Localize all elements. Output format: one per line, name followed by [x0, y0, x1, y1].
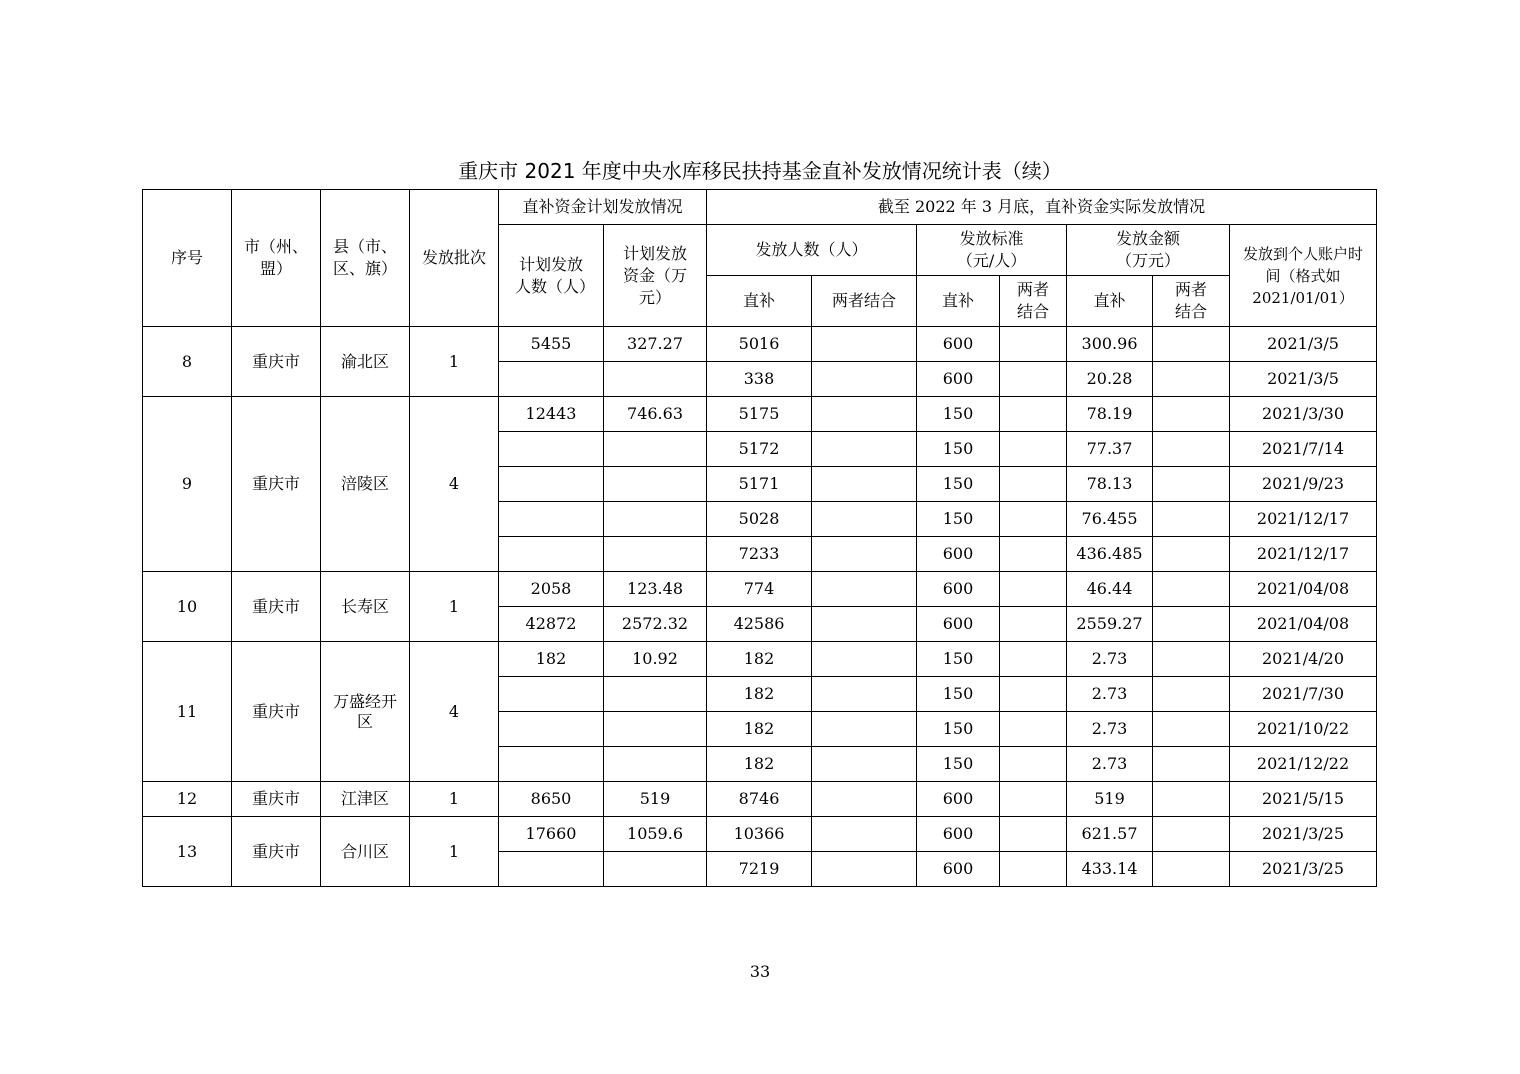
- cell-combined-people: [812, 502, 917, 537]
- cell-time: 2021/3/5: [1230, 327, 1377, 362]
- cell-standard-combined: [1000, 397, 1067, 432]
- cell-standard-combined: [1000, 782, 1067, 817]
- cell-plan-people: 17660: [499, 817, 604, 852]
- cell-direct-people: 5016: [707, 327, 812, 362]
- cell-plan-funds: [604, 852, 707, 887]
- cell-time: 2021/4/20: [1230, 642, 1377, 677]
- cell-combined-people: [812, 607, 917, 642]
- cell-batch: 1: [410, 327, 499, 397]
- cell-amount-combined: [1153, 747, 1230, 782]
- header-plan-funds: 计划发放资金（万元）: [604, 225, 707, 327]
- cell-amount-direct: 2.73: [1067, 677, 1153, 712]
- cell-standard-direct: 150: [917, 712, 1000, 747]
- header-amount-group: 发放金额（万元）: [1067, 225, 1230, 276]
- cell-city: 重庆市: [232, 397, 321, 572]
- header-people-direct: 直补: [707, 276, 812, 327]
- cell-standard-direct: 600: [917, 852, 1000, 887]
- cell-time: 2021/12/17: [1230, 537, 1377, 572]
- cell-standard-direct: 600: [917, 817, 1000, 852]
- cell-seq: 10: [143, 572, 232, 642]
- cell-direct-people: 338: [707, 362, 812, 397]
- cell-combined-people: [812, 677, 917, 712]
- cell-county: 万盛经开区: [321, 642, 410, 782]
- cell-standard-combined: [1000, 327, 1067, 362]
- table-row: [143, 572, 1377, 607]
- header-standard-combined: 两者结合: [1000, 276, 1067, 327]
- cell-plan-funds: [604, 502, 707, 537]
- cell-time: 2021/5/15: [1230, 782, 1377, 817]
- header-people-group: 发放人数（人）: [707, 225, 917, 276]
- cell-amount-direct: 20.28: [1067, 362, 1153, 397]
- cell-combined-people: [812, 817, 917, 852]
- cell-direct-people: 182: [707, 642, 812, 677]
- page-number: 33: [749, 962, 771, 981]
- cell-combined-people: [812, 467, 917, 502]
- cell-amount-combined: [1153, 432, 1230, 467]
- cell-plan-funds: [604, 712, 707, 747]
- cell-plan-funds: [604, 432, 707, 467]
- cell-time: 2021/3/25: [1230, 817, 1377, 852]
- cell-county: 渝北区: [321, 327, 410, 397]
- cell-batch: 1: [410, 817, 499, 887]
- cell-city: 重庆市: [232, 817, 321, 887]
- header-city: 市（州、盟）: [232, 190, 321, 327]
- cell-amount-combined: [1153, 572, 1230, 607]
- cell-plan-funds: 10.92: [604, 642, 707, 677]
- cell-amount-direct: 78.13: [1067, 467, 1153, 502]
- cell-time: 2021/3/25: [1230, 852, 1377, 887]
- cell-standard-direct: 600: [917, 327, 1000, 362]
- cell-direct-people: 8746: [707, 782, 812, 817]
- header-actual-group: 截至 2022 年 3 月底，直补资金实际发放情况: [707, 190, 1377, 225]
- cell-combined-people: [812, 537, 917, 572]
- cell-standard-combined: [1000, 537, 1067, 572]
- cell-time: 2021/12/17: [1230, 502, 1377, 537]
- cell-standard-combined: [1000, 572, 1067, 607]
- cell-time: 2021/9/23: [1230, 467, 1377, 502]
- cell-amount-combined: [1153, 852, 1230, 887]
- cell-combined-people: [812, 432, 917, 467]
- cell-amount-combined: [1153, 712, 1230, 747]
- cell-city: 重庆市: [232, 327, 321, 397]
- cell-plan-funds: [604, 362, 707, 397]
- cell-standard-direct: 600: [917, 362, 1000, 397]
- cell-combined-people: [812, 572, 917, 607]
- cell-standard-direct: 600: [917, 607, 1000, 642]
- cell-seq: 11: [143, 642, 232, 782]
- cell-combined-people: [812, 397, 917, 432]
- header-plan-people: 计划发放人数（人）: [499, 225, 604, 327]
- cell-combined-people: [812, 852, 917, 887]
- cell-seq: 9: [143, 397, 232, 572]
- cell-standard-direct: 600: [917, 537, 1000, 572]
- cell-amount-combined: [1153, 397, 1230, 432]
- table-row: [143, 327, 1377, 362]
- cell-plan-funds: 1059.6: [604, 817, 707, 852]
- table-title: 重庆市 2021 年度中央水库移民扶持基金直补发放情况统计表（续）: [458, 159, 1062, 183]
- cell-plan-funds: [604, 677, 707, 712]
- table-row: [143, 642, 1377, 677]
- cell-combined-people: [812, 712, 917, 747]
- cell-plan-people: [499, 432, 604, 467]
- cell-plan-funds: [604, 467, 707, 502]
- header-plan-group: 直补资金计划发放情况: [499, 190, 707, 225]
- header-seq: 序号: [143, 190, 232, 327]
- cell-direct-people: 774: [707, 572, 812, 607]
- cell-direct-people: 7233: [707, 537, 812, 572]
- cell-plan-funds: 327.27: [604, 327, 707, 362]
- cell-plan-funds: [604, 747, 707, 782]
- cell-plan-funds: 123.48: [604, 572, 707, 607]
- cell-amount-direct: 300.96: [1067, 327, 1153, 362]
- cell-direct-people: 182: [707, 712, 812, 747]
- header-time: 发放到个人账户时间（格式如 2021/01/01）: [1230, 225, 1377, 327]
- cell-standard-direct: 150: [917, 747, 1000, 782]
- cell-direct-people: 5028: [707, 502, 812, 537]
- cell-time: 2021/04/08: [1230, 607, 1377, 642]
- cell-standard-combined: [1000, 467, 1067, 502]
- cell-time: 2021/04/08: [1230, 572, 1377, 607]
- cell-standard-direct: 150: [917, 432, 1000, 467]
- header-people-combined: 两者结合: [812, 276, 917, 327]
- cell-standard-combined: [1000, 747, 1067, 782]
- header-standard-direct: 直补: [917, 276, 1000, 327]
- header-batch: 发放批次: [410, 190, 499, 327]
- cell-time: 2021/7/30: [1230, 677, 1377, 712]
- cell-plan-people: 12443: [499, 397, 604, 432]
- cell-amount-direct: 621.57: [1067, 817, 1153, 852]
- cell-standard-combined: [1000, 642, 1067, 677]
- cell-combined-people: [812, 747, 917, 782]
- cell-city: 重庆市: [232, 642, 321, 782]
- cell-plan-people: [499, 677, 604, 712]
- cell-combined-people: [812, 327, 917, 362]
- cell-county: 长寿区: [321, 572, 410, 642]
- cell-direct-people: 7219: [707, 852, 812, 887]
- cell-direct-people: 5171: [707, 467, 812, 502]
- cell-plan-people: 8650: [499, 782, 604, 817]
- cell-plan-people: [499, 852, 604, 887]
- cell-plan-funds: 2572.32: [604, 607, 707, 642]
- cell-direct-people: 182: [707, 677, 812, 712]
- cell-plan-people: [499, 747, 604, 782]
- cell-time: 2021/12/22: [1230, 747, 1377, 782]
- cell-amount-combined: [1153, 467, 1230, 502]
- cell-direct-people: 5172: [707, 432, 812, 467]
- cell-amount-combined: [1153, 327, 1230, 362]
- cell-amount-direct: 2559.27: [1067, 607, 1153, 642]
- cell-plan-people: 2058: [499, 572, 604, 607]
- cell-standard-combined: [1000, 502, 1067, 537]
- table-row: [143, 782, 1377, 817]
- cell-amount-direct: 78.19: [1067, 397, 1153, 432]
- cell-plan-people: [499, 502, 604, 537]
- cell-amount-direct: 46.44: [1067, 572, 1153, 607]
- cell-time: 2021/3/30: [1230, 397, 1377, 432]
- cell-amount-direct: 519: [1067, 782, 1153, 817]
- cell-combined-people: [812, 782, 917, 817]
- cell-amount-combined: [1153, 502, 1230, 537]
- cell-amount-combined: [1153, 362, 1230, 397]
- cell-plan-people: [499, 712, 604, 747]
- cell-combined-people: [812, 642, 917, 677]
- cell-plan-people: 42872: [499, 607, 604, 642]
- cell-city: 重庆市: [232, 782, 321, 817]
- cell-batch: 4: [410, 642, 499, 782]
- header-amount-combined: 两者结合: [1153, 276, 1230, 327]
- cell-amount-combined: [1153, 677, 1230, 712]
- cell-time: 2021/10/22: [1230, 712, 1377, 747]
- statistics-table: [142, 189, 1377, 887]
- cell-seq: 13: [143, 817, 232, 887]
- cell-county: 合川区: [321, 817, 410, 887]
- cell-plan-people: 5455: [499, 327, 604, 362]
- cell-county: 江津区: [321, 782, 410, 817]
- cell-plan-people: 182: [499, 642, 604, 677]
- cell-direct-people: 10366: [707, 817, 812, 852]
- cell-standard-combined: [1000, 432, 1067, 467]
- cell-plan-funds: 519: [604, 782, 707, 817]
- cell-plan-funds: [604, 537, 707, 572]
- header-standard-group: 发放标准（元/人）: [917, 225, 1067, 276]
- cell-standard-combined: [1000, 607, 1067, 642]
- cell-seq: 12: [143, 782, 232, 817]
- cell-direct-people: 182: [707, 747, 812, 782]
- cell-city: 重庆市: [232, 572, 321, 642]
- cell-standard-direct: 600: [917, 572, 1000, 607]
- cell-plan-people: [499, 537, 604, 572]
- cell-amount-combined: [1153, 817, 1230, 852]
- cell-standard-combined: [1000, 362, 1067, 397]
- cell-amount-direct: 76.455: [1067, 502, 1153, 537]
- cell-batch: 1: [410, 572, 499, 642]
- cell-standard-direct: 150: [917, 502, 1000, 537]
- cell-combined-people: [812, 362, 917, 397]
- cell-amount-combined: [1153, 782, 1230, 817]
- cell-standard-direct: 150: [917, 397, 1000, 432]
- cell-amount-direct: 77.37: [1067, 432, 1153, 467]
- cell-standard-combined: [1000, 852, 1067, 887]
- cell-standard-combined: [1000, 677, 1067, 712]
- cell-time: 2021/7/14: [1230, 432, 1377, 467]
- cell-direct-people: 5175: [707, 397, 812, 432]
- cell-standard-direct: 150: [917, 467, 1000, 502]
- cell-time: 2021/3/5: [1230, 362, 1377, 397]
- cell-batch: 4: [410, 397, 499, 572]
- cell-standard-direct: 150: [917, 642, 1000, 677]
- cell-standard-combined: [1000, 712, 1067, 747]
- cell-amount-combined: [1153, 607, 1230, 642]
- cell-amount-direct: 2.73: [1067, 747, 1153, 782]
- cell-plan-people: [499, 467, 604, 502]
- cell-amount-direct: 2.73: [1067, 712, 1153, 747]
- cell-amount-combined: [1153, 642, 1230, 677]
- cell-direct-people: 42586: [707, 607, 812, 642]
- cell-amount-direct: 2.73: [1067, 642, 1153, 677]
- cell-standard-combined: [1000, 817, 1067, 852]
- cell-plan-people: [499, 362, 604, 397]
- cell-amount-direct: 436.485: [1067, 537, 1153, 572]
- cell-batch: 1: [410, 782, 499, 817]
- cell-standard-direct: 150: [917, 677, 1000, 712]
- header-county: 县（市、区、旗）: [321, 190, 410, 327]
- cell-seq: 8: [143, 327, 232, 397]
- cell-amount-direct: 433.14: [1067, 852, 1153, 887]
- table-row: [143, 397, 1377, 432]
- cell-amount-combined: [1153, 537, 1230, 572]
- cell-standard-direct: 600: [917, 782, 1000, 817]
- table-row: [143, 817, 1377, 852]
- cell-county: 涪陵区: [321, 397, 410, 572]
- header-amount-direct: 直补: [1067, 276, 1153, 327]
- cell-plan-funds: 746.63: [604, 397, 707, 432]
